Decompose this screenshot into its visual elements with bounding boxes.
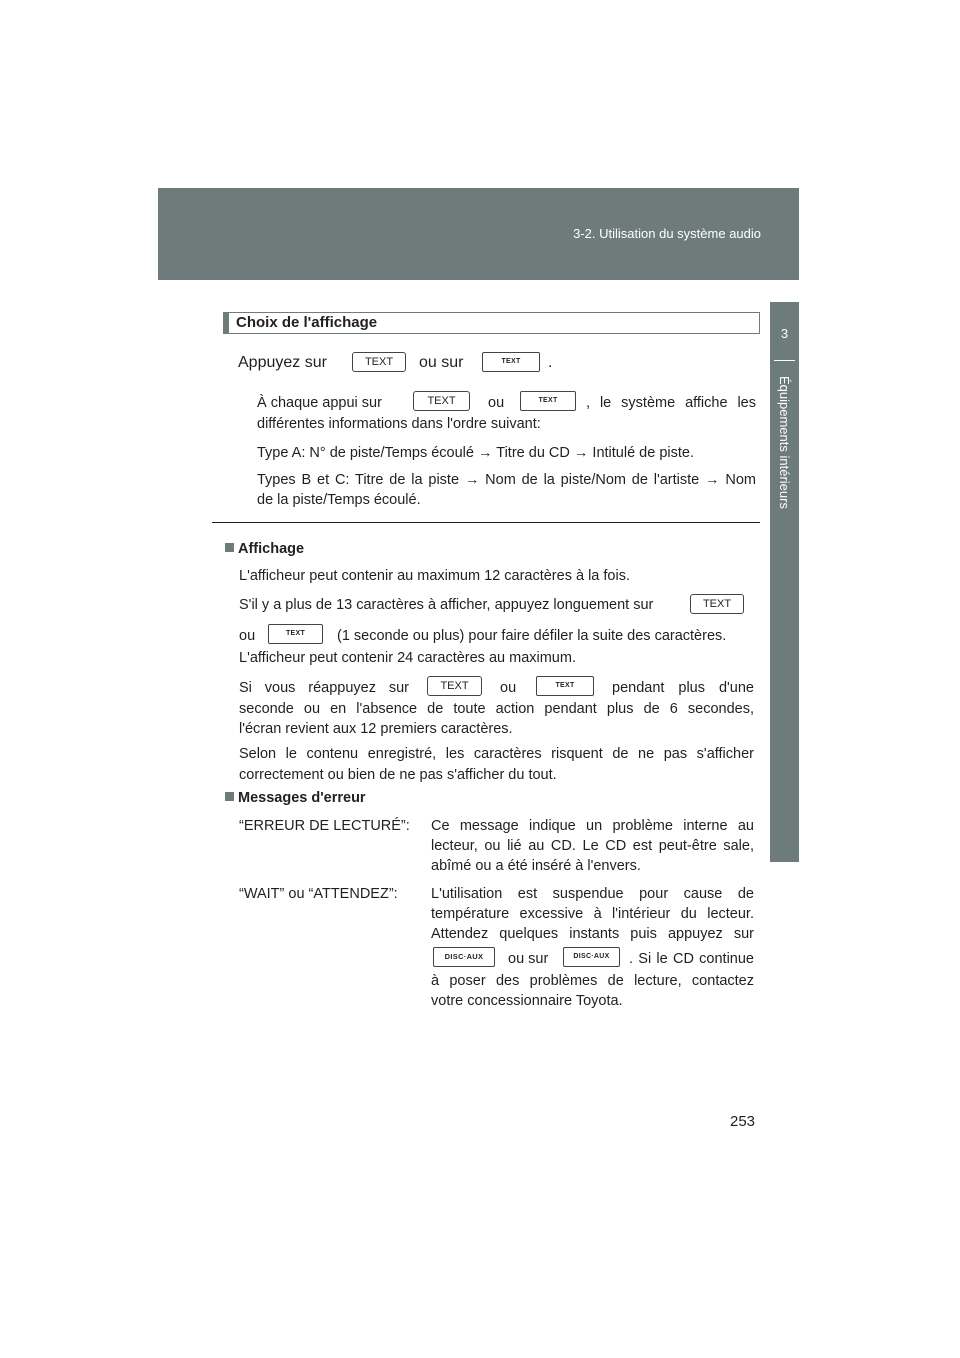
text-button-icon: TEXT xyxy=(413,391,470,411)
side-tab-number: 3 xyxy=(780,326,789,341)
error-2-line-4-a: ou sur xyxy=(508,951,549,967)
error-2-line-4-b: . Si le CD continue xyxy=(629,951,754,967)
affichage-line-8: Selon le contenu enregistré, les caractères risquent de ne pas s'afficher xyxy=(239,746,754,762)
text-small-button-icon: TEXT xyxy=(268,624,323,644)
error-1-line-1: Ce message indique un problème interne au xyxy=(431,818,754,834)
square-bullet-icon xyxy=(225,792,234,801)
type-bc-order-line-1: Types B et C: Titre de la piste → Nom de la piste/Nom de l'artiste → Nom xyxy=(257,472,756,488)
affichage-line-1: L'afficheur peut contenir au maximum 12 caractères à la fois. xyxy=(239,568,630,584)
square-bullet-icon xyxy=(225,543,234,552)
affichage-heading xyxy=(225,541,304,557)
type-a-order: Type A: N° de piste/Temps écoulé → Titre du CD → Intitulé de piste. xyxy=(257,445,694,461)
text-small-button-icon: TEXT xyxy=(520,391,576,411)
error-2-line-5: à poser des problèmes de lecture, contactez xyxy=(431,973,754,989)
side-tab-divider xyxy=(774,360,795,361)
affichage-line-9: correctement ou bien de ne pas s'afficher du tout. xyxy=(239,767,557,783)
type-bc-order-line-2: de la piste/Temps écoulé. xyxy=(257,492,421,508)
section-heading xyxy=(223,312,760,334)
heading-accent-bar xyxy=(224,313,229,333)
instruction-or: ou sur xyxy=(419,354,464,371)
error-2-line-6: votre concessionnaire Toyota. xyxy=(431,993,623,1009)
affichage-line-5-a: Si vous réappuyez sur xyxy=(239,680,409,696)
errors-heading xyxy=(225,790,366,806)
error-2-line-3: Attendez quelques instants puis appuyez sur xyxy=(431,926,754,942)
text-button-icon: TEXT xyxy=(427,676,482,696)
chapter-header xyxy=(158,188,799,280)
instruction-prefix: Appuyez sur xyxy=(238,354,327,371)
instruction-end: . xyxy=(548,354,553,371)
error-2-line-1: L'utilisation est suspendue pour cause de xyxy=(431,886,754,902)
affichage-line-7: l'écran revient aux 12 premiers caractères. xyxy=(239,721,513,737)
section-divider xyxy=(212,522,760,523)
section-heading-text: Choix de l'affichage xyxy=(236,314,378,331)
error-2-label: “WAIT” ou “ATTENDEZ”: xyxy=(239,886,398,902)
affichage-line-5-c: pendant plus d'une xyxy=(612,680,754,696)
p1-part-b: ou xyxy=(488,395,505,411)
disc-aux-button-icon: DISC·AUX xyxy=(433,947,495,967)
affichage-line-4: L'afficheur peut contenir 24 caractères au maximum. xyxy=(239,650,576,666)
errors-heading-text: Messages d'erreur xyxy=(238,790,366,806)
affichage-line-3-b: (1 seconde ou plus) pour faire défiler la suite des caractères. xyxy=(337,628,727,644)
affichage-heading-text: Affichage xyxy=(238,541,305,557)
error-2-line-2: température excessive à l'intérieur du lecteur. xyxy=(431,906,754,922)
affichage-line-2: S'il y a plus de 13 caractères à afficher, appuyez longuement sur xyxy=(239,597,654,613)
text-small-button-icon: TEXT xyxy=(482,352,540,372)
error-1-line-2: lecteur, ou lié au CD. Le CD est peut-être sale, xyxy=(431,838,754,854)
text-button-icon: TEXT xyxy=(352,352,406,372)
p1-part-c: , le système affiche les xyxy=(586,395,756,411)
p1-line-2: différentes informations dans l'ordre suivant: xyxy=(257,416,541,432)
side-tab-label: Équipements intérieurs xyxy=(777,376,792,509)
side-chapter-tab xyxy=(770,302,799,862)
chapter-title: 3-2. Utilisation du système audio xyxy=(573,226,761,241)
error-1-line-3: abîmé ou a été inséré à l'envers. xyxy=(431,858,641,874)
affichage-line-3-a: ou xyxy=(239,628,256,644)
affichage-line-6: seconde ou en l'absence de toute action pendant plus de 6 secondes, xyxy=(239,701,754,717)
page-number: 253 xyxy=(730,1113,756,1130)
text-button-icon: TEXT xyxy=(690,594,744,614)
affichage-line-5-b: ou xyxy=(500,680,517,696)
text-small-button-icon: TEXT xyxy=(536,676,594,696)
disc-aux-small-button-icon: DISC·AUX xyxy=(563,947,620,967)
error-1-label: “ERREUR DE LECTURÉ”: xyxy=(239,818,410,834)
p1-part-a: À chaque appui sur xyxy=(257,395,382,411)
